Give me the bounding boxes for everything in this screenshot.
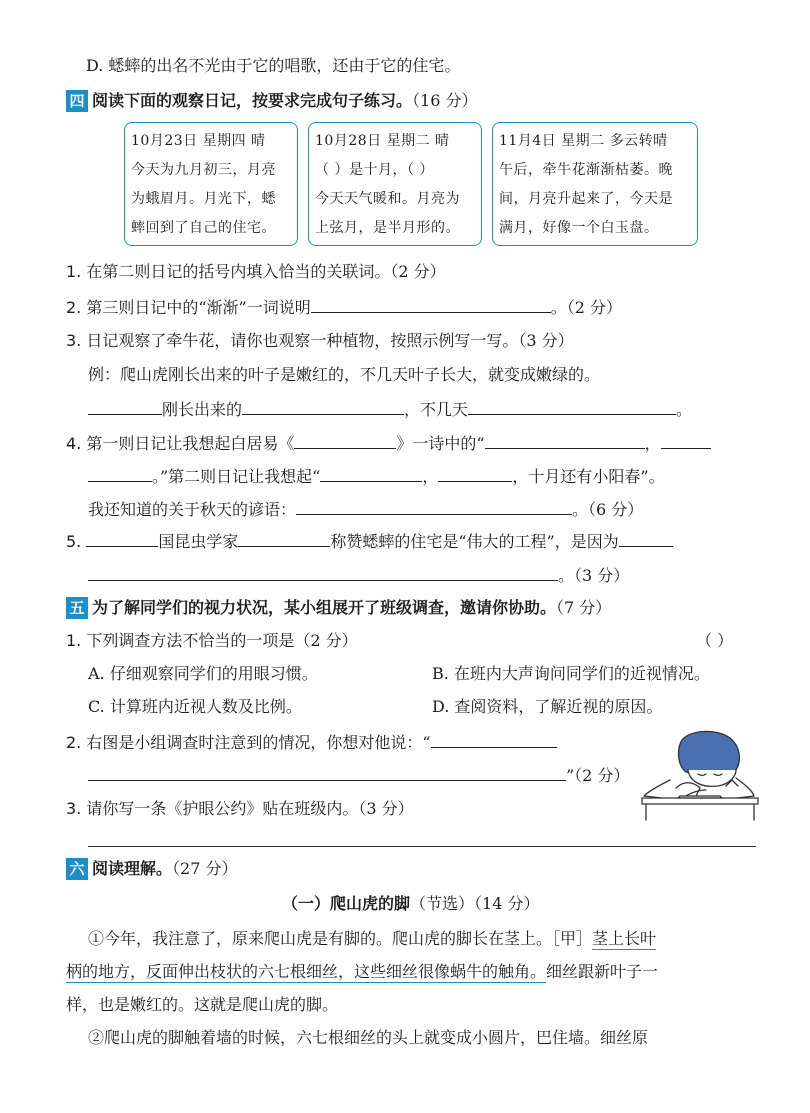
answer-blank[interactable]	[88, 564, 558, 581]
question-text: 下列调查方法不恰当的一项是（2 分）	[86, 631, 358, 650]
passage-title-text: （一）爬山虎的脚	[282, 894, 411, 913]
question-text: 。”第二则日记让我想起“	[152, 467, 321, 486]
answer-blank[interactable]	[468, 398, 676, 415]
question-text: 第一则日记让我想起白居易《	[86, 434, 295, 453]
diary-box-1	[124, 122, 298, 246]
question-number: 2.	[66, 298, 82, 317]
diary-box-3	[492, 122, 698, 246]
section-4-title: 阅读下面的观察日记，按要求完成句子练习。	[92, 91, 413, 110]
diary-1-line: 10月23日 星期四 晴	[131, 133, 266, 149]
question-text: 日记观察了牵牛花，请你也观察一种植物，按照示例写一写。（3 分）	[86, 331, 574, 350]
diary-box-2	[308, 122, 482, 246]
diary-1-line: 今天为九月初三，月亮	[131, 162, 276, 178]
underlined-sentence: 茎上长叶	[592, 929, 657, 948]
question-4-1	[66, 261, 446, 283]
question-5-3	[66, 798, 414, 820]
section-4-badge: 四	[66, 90, 88, 112]
question-text: 国昆虫学家	[158, 532, 239, 551]
diary-2-line: （ ）是十月，（ ）	[315, 162, 434, 178]
question-text: ，十月还有小阳春”。	[512, 467, 665, 486]
boy-reading-close-illustration	[640, 730, 760, 822]
question-text: ”（2 分）	[566, 766, 630, 785]
answer-blank[interactable]	[320, 465, 422, 482]
question-4-4-line3	[88, 498, 643, 521]
question-5-1	[66, 630, 358, 652]
question-number: 1.	[66, 631, 82, 650]
question-text: 请你写一条《护眼公约》贴在班级内。（3 分）	[86, 799, 414, 818]
question-4-2	[66, 296, 622, 319]
passage-paragraph-2-line-1: ②爬山虎的脚触着墙的时候，六七根细丝的头上就变成小圆片，巴住墙。细丝原	[88, 1028, 649, 1047]
question-4-5-line2	[88, 564, 629, 587]
option-c[interactable]: C. 计算班内近视人数及比例。	[88, 697, 302, 716]
example-sentence: 例：爬山虎刚长出来的叶子是嫩红的，不几天叶子长大，就变成嫩绿的。	[88, 365, 601, 384]
question-4-5	[66, 530, 673, 553]
answer-blank[interactable]	[619, 530, 673, 547]
question-text: ，	[422, 467, 439, 486]
answer-blank[interactable]	[88, 465, 152, 482]
question-number: 2.	[66, 733, 82, 752]
passage-text: ①今年，我注意了，原来爬山虎是有脚的。爬山虎的脚长在茎上。［甲］	[88, 929, 593, 948]
question-text: 称赞蟋蟀的住宅是“伟大的工程”，是因为	[330, 532, 619, 551]
answer-blank[interactable]	[242, 398, 404, 415]
question-text: 我还知道的关于秋天的谚语：	[88, 500, 297, 519]
answer-blank[interactable]	[238, 530, 330, 547]
diary-2-line: 上弦月，是半月形的。	[315, 220, 460, 236]
question-text: 。（6 分）	[572, 500, 644, 519]
passage-title-note: （节选）（14 分）	[410, 894, 540, 913]
answer-blank[interactable]	[311, 296, 551, 313]
answer-blank[interactable]	[88, 764, 566, 781]
section-5-heading	[66, 597, 611, 619]
question-text: 》一诗中的“	[396, 434, 485, 453]
passage-title	[282, 893, 539, 915]
section-6-badge: 六	[66, 858, 88, 880]
question-number: 3.	[66, 331, 82, 350]
answer-paren[interactable]: （ ）	[696, 631, 734, 650]
question-5-2-line2	[88, 764, 629, 787]
option-d-previous: D. 蟋蟀的出名不光由于它的唱歌，还由于它的住宅。	[86, 56, 461, 75]
answer-blank[interactable]	[438, 465, 512, 482]
question-text: ，	[644, 434, 661, 453]
passage-paragraph-1-line-1	[88, 928, 656, 950]
diary-2-line: 10月28日 星期二 晴	[315, 133, 450, 149]
question-number: 4.	[66, 434, 82, 453]
question-text: 在第二则日记的括号内填入恰当的关联词。（2 分）	[86, 262, 446, 281]
question-4-4	[66, 432, 711, 455]
option-b[interactable]: B. 在班内大声询问同学们的近视情况。	[432, 664, 710, 683]
answer-blank[interactable]	[88, 398, 162, 415]
passage-paragraph-1-line-3: 样，也是嫩红的。这就是爬山虎的脚。	[66, 995, 339, 1014]
question-number: 5.	[66, 532, 82, 551]
question-5-2	[66, 731, 557, 754]
diary-3-line: 间，月亮升起来了，今天是	[499, 191, 673, 207]
underlined-sentence: 柄的地方，反面伸出枝状的六七根细丝，这些细丝很像蜗牛的触角。	[66, 962, 547, 981]
option-a[interactable]: A. 仔细观察同学们的用眼习惯。	[88, 664, 318, 683]
passage-text: 细丝跟新叶子一	[546, 962, 659, 981]
answer-blank[interactable]	[431, 731, 557, 748]
section-6-score: （27 分）	[172, 859, 238, 878]
answer-blank[interactable]	[296, 498, 572, 515]
diary-2-line: 今天天气暖和。月亮为	[315, 191, 460, 207]
section-6-heading	[66, 858, 237, 880]
answer-blank[interactable]	[86, 530, 158, 547]
diary-3-line: 满月，好像一个白玉盘。	[499, 220, 659, 236]
answer-blank[interactable]	[661, 432, 711, 449]
diary-1-line: 蟀回到了自己的住宅。	[131, 220, 276, 236]
section-4-heading	[66, 90, 477, 112]
fill-text: 刚长出来的	[162, 400, 243, 419]
question-text: 。（3 分）	[558, 566, 630, 585]
section-4-score: （16 分）	[412, 91, 478, 110]
section-5-score: （7 分）	[556, 598, 612, 617]
question-4-3	[66, 330, 574, 352]
section-5-title: 为了解同学们的视力状况，某小组展开了班级调查，邀请你协助。	[92, 598, 557, 617]
passage-paragraph-1-line-2	[66, 961, 658, 983]
question-number: 1.	[66, 262, 82, 281]
q3-fill-line	[88, 398, 692, 421]
section-5-badge: 五	[66, 597, 88, 619]
question-4-4-line2	[88, 465, 665, 488]
section-6-title: 阅读理解。	[92, 859, 173, 878]
diary-3-line: 午后，牵牛花渐渐枯萎。晚	[499, 162, 673, 178]
option-d[interactable]: D. 查阅资料，了解近视的原因。	[432, 697, 663, 716]
question-text: 。（2 分）	[550, 298, 623, 317]
diary-3-line: 11月4日 星期二 多云转晴	[499, 133, 668, 149]
question-text: 第三则日记中的“渐渐”一词说明	[86, 298, 311, 317]
diary-1-line: 为蛾眉月。月光下，蟋	[131, 191, 276, 207]
fill-text: ，不几天	[404, 400, 469, 419]
answer-line[interactable]	[88, 846, 756, 847]
question-number: 3.	[66, 799, 82, 818]
question-text: 右图是小组调查时注意到的情况，你想对他说：“	[86, 733, 431, 752]
answer-blank[interactable]	[294, 432, 396, 449]
fill-text: 。	[676, 400, 693, 419]
answer-blank[interactable]	[485, 432, 645, 449]
